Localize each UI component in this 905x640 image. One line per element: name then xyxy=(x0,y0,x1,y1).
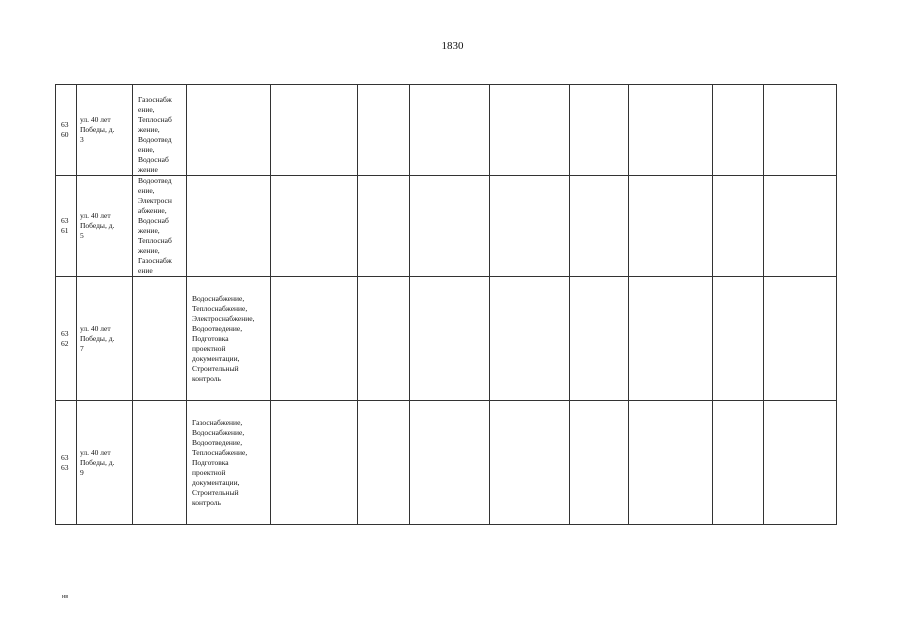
empty-cell xyxy=(490,85,570,176)
address-cell: ул. 40 лет Победы, д. 7 xyxy=(77,277,133,401)
works-list-cell xyxy=(187,176,271,277)
empty-cell xyxy=(271,401,358,525)
works-type-cell: Газоснабж ение, Теплоснаб жение, Водоотвед ение, Водоснаб жение xyxy=(133,85,187,176)
works-table xyxy=(55,84,837,525)
works-type-cell: Водоотвед ение, Электросн абжение, Водоснаб жение, Теплоснаб жение, Газоснабж ение xyxy=(133,176,187,277)
empty-cell xyxy=(271,85,358,176)
empty-cell xyxy=(629,85,713,176)
table-row xyxy=(56,401,837,525)
empty-cell xyxy=(629,401,713,525)
row-number-cell: 63 60 xyxy=(56,85,77,176)
empty-cell xyxy=(358,401,410,525)
page-number: 1830 xyxy=(441,40,464,52)
empty-cell xyxy=(764,85,837,176)
works-type-cell xyxy=(133,277,187,401)
works-type-cell xyxy=(133,401,187,525)
table-row xyxy=(56,85,837,176)
table-row xyxy=(56,277,837,401)
empty-cell xyxy=(358,277,410,401)
row-number-cell: 63 62 xyxy=(56,277,77,401)
empty-cell xyxy=(713,85,764,176)
footer-mark: нв xyxy=(62,594,69,600)
empty-cell xyxy=(629,176,713,277)
address-cell: ул. 40 лет Победы, д. 3 xyxy=(77,85,133,176)
empty-cell xyxy=(490,401,570,525)
address-cell: ул. 40 лет Победы, д. 5 xyxy=(77,176,133,277)
empty-cell xyxy=(570,176,629,277)
empty-cell xyxy=(410,401,490,525)
empty-cell xyxy=(713,401,764,525)
empty-cell xyxy=(764,176,837,277)
empty-cell xyxy=(570,401,629,525)
empty-cell xyxy=(570,277,629,401)
address-cell: ул. 40 лет Победы, д. 9 xyxy=(77,401,133,525)
empty-cell xyxy=(358,85,410,176)
row-number-cell: 63 63 xyxy=(56,401,77,525)
empty-cell xyxy=(713,277,764,401)
table-row xyxy=(56,176,837,277)
empty-cell xyxy=(410,85,490,176)
empty-cell xyxy=(764,277,837,401)
empty-cell xyxy=(764,401,837,525)
empty-cell xyxy=(570,85,629,176)
empty-cell xyxy=(490,277,570,401)
works-list-cell: Водоснабжение, Теплоснабжение, Электроснабжение, Водоотведение, Подготовка проектной документации, Строительный контроль xyxy=(187,277,271,401)
row-number-cell: 63 61 xyxy=(56,176,77,277)
empty-cell xyxy=(358,176,410,277)
empty-cell xyxy=(713,176,764,277)
empty-cell xyxy=(271,176,358,277)
empty-cell xyxy=(271,277,358,401)
empty-cell xyxy=(410,277,490,401)
empty-cell xyxy=(410,176,490,277)
works-list-cell: Газоснабжение, Водоснабжение, Водоотведение, Теплоснабжение, Подготовка проектной документации, Строительный контроль xyxy=(187,401,271,525)
empty-cell xyxy=(629,277,713,401)
works-list-cell xyxy=(187,85,271,176)
empty-cell xyxy=(490,176,570,277)
